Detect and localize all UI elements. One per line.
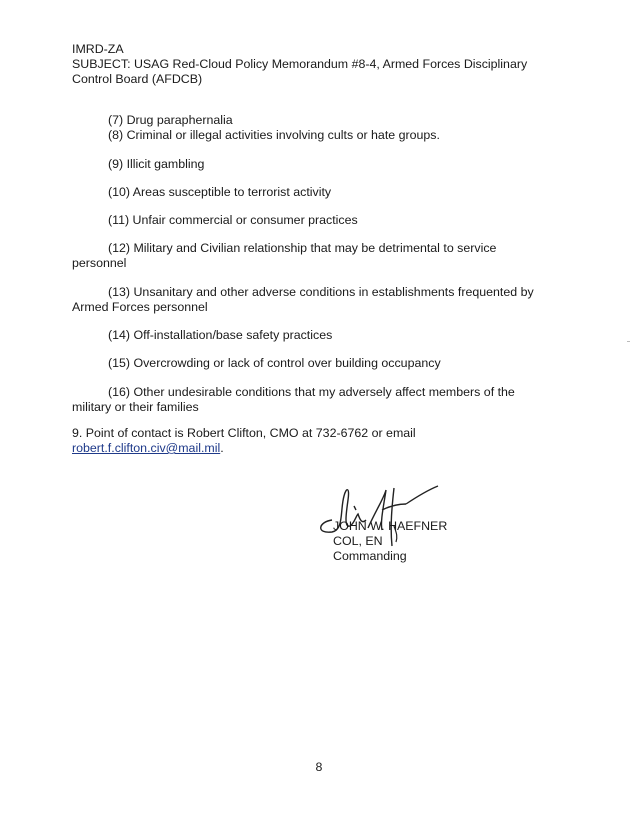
list-item-text: (10) Areas susceptible to terrorist activity (108, 185, 332, 199)
office-code: IMRD-ZA (72, 42, 124, 56)
list-item (72, 328, 562, 343)
signature-block (333, 519, 447, 564)
scan-mark (627, 341, 630, 342)
list-item-text: (7) Drug paraphernalia (108, 113, 233, 127)
list-item-text: (13) Unsanitary and other adverse conditions in establishments frequented by (108, 285, 534, 299)
list-item (72, 213, 562, 228)
point-of-contact (72, 426, 562, 456)
list-item-continuation: Armed Forces personnel (72, 300, 208, 314)
poc-email-link[interactable]: robert.f.clifton.civ@mail.mil (72, 441, 221, 455)
subject-line: SUBJECT: USAG Red-Cloud Policy Memorandum #8-4, Armed Forces Disciplinary (72, 57, 528, 71)
list-item-text: (9) Illicit gambling (108, 157, 205, 171)
list-item-text: (8) Criminal or illegal activities involving cults or hate groups. (108, 128, 440, 142)
list-item-text: (15) Overcrowding or lack of control over building occupancy (108, 356, 441, 370)
poc-text: 9. Point of contact is Robert Clifton, CMO at 732-6762 or email (72, 426, 416, 440)
list-item-continuation: personnel (72, 256, 127, 270)
signer-name: JOHN W. HAEFNER (333, 519, 448, 533)
list-item (72, 285, 562, 315)
list-item-text: (11) Unfair commercial or consumer practices (108, 213, 358, 227)
list-item-text: (16) Other undesirable conditions that my adversely affect members of the (108, 385, 515, 399)
list-item-text: (14) Off-installation/base safety practices (108, 328, 333, 342)
signer-title: Commanding (333, 549, 407, 563)
list-item-text: (12) Military and Civilian relationship that may be detrimental to service (108, 241, 497, 255)
list-item (72, 385, 562, 415)
list-item (72, 185, 562, 200)
list-item (72, 113, 562, 128)
list-item (72, 128, 562, 143)
subject-line-continued: Control Board (AFDCB) (72, 72, 203, 86)
poc-email-period: . (220, 441, 224, 455)
page-number: 8 (315, 760, 323, 774)
memo-header (72, 42, 562, 87)
list-item (72, 241, 562, 271)
list-item (72, 157, 562, 172)
signer-rank: COL, EN (333, 534, 383, 548)
list-item-continuation: military or their families (72, 400, 199, 414)
list-item (72, 356, 562, 371)
